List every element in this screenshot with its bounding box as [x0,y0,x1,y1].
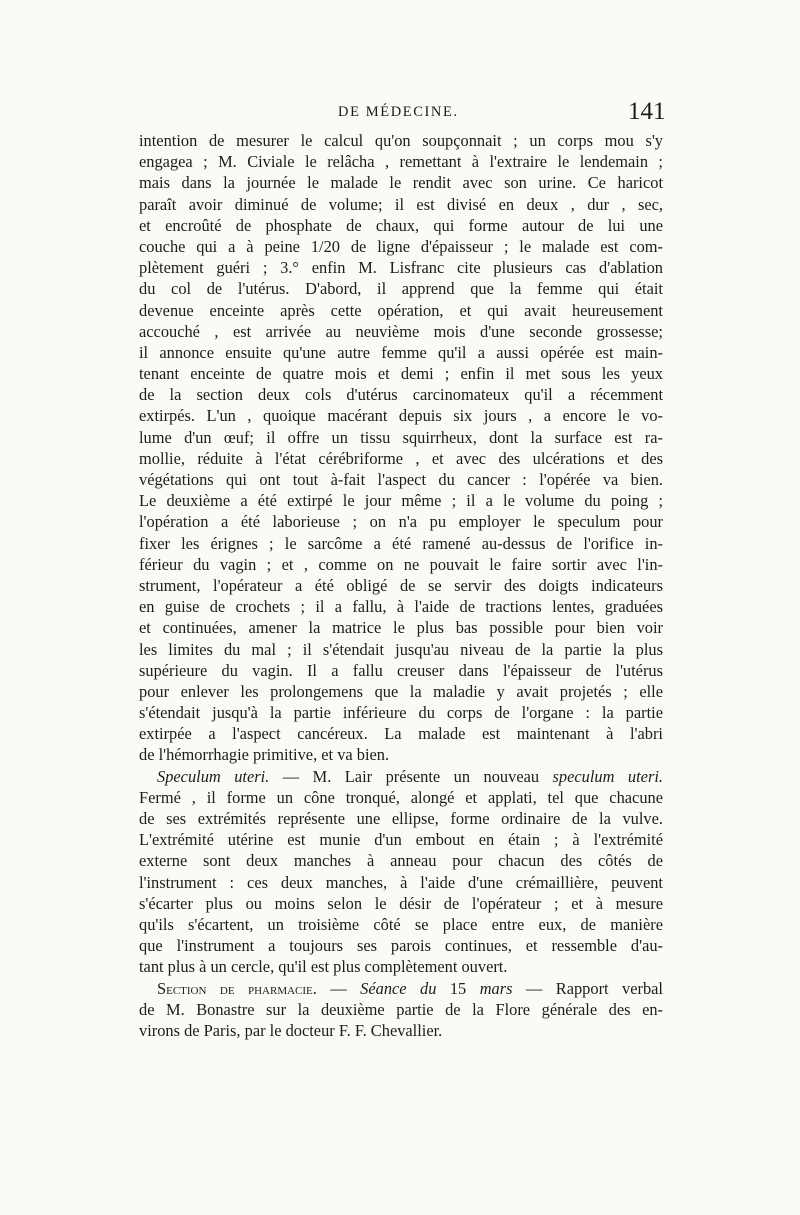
seance-label: Séance du [360,978,437,998]
speculum-intro: — M. Lair présente un nouveau [269,766,553,786]
text-line: et encroûté de phosphate de chaux, qui forme autour de lui une [139,215,663,235]
text-line: mollie, réduite à l'état cérébriforme , et avec des ulcérations et des [139,448,663,468]
text-line: férieur du vagin ; et , comme on ne pouvait le faire sortir avec l'in- [139,554,663,574]
text-line: paraît avoir diminué de volume; il est divisé en deux , dur , sec, [139,194,663,214]
text-line: s'étendait jusqu'à la partie inférieure du corps de l'organe : la partie [139,703,663,723]
paragraph-ablation [139,130,663,766]
text-line: extirpée a l'aspect cancéreux. La malade est maintenant à l'abri [139,724,663,744]
text-line: que l'instrument a toujours ses parois continues, et ressemble d'au- [139,936,663,956]
page-number: 141 [628,98,666,125]
text-line: fixer les érignes ; le sarcôme a été ramené au-dessus de l'orifice in- [139,533,663,553]
text-line: tenant enceinte de quatre mois et demi ; enfin il met sous les yeux [139,364,663,384]
text-line [139,978,663,999]
text-line: extirpés. L'un , quoique macérant depuis six jours , a encore le vo- [139,406,663,426]
text-line: de l'hémorrhagie primitive, et va bien. [139,745,390,765]
text-line: L'extrémité utérine est munie d'un embout en étain ; à l'extrémité [139,830,663,850]
speculum-heading: Speculum uteri. [157,766,270,786]
text-line: accouché , est arrivée au neuvième mois d'une seconde grossesse; [139,321,663,341]
speculum-term: speculum uteri. [552,766,663,786]
text-line: lume d'un œuf; il offre un tissu squirrheux, dont la surface est ra- [139,427,663,447]
text-line: pour enlever les prolongemens que la maladie y avait projetés ; elle [139,681,663,701]
text-line: végétations qui ont tout à-fait l'aspect du cancer : l'opérée va bien. [139,470,663,489]
text-line: de M. Bonastre sur la deuxième partie de la Flore générale des en- [139,999,663,1019]
text-line: mais dans la journée le malade le rendit avec son urine. Ce haricot [139,173,663,193]
text-line: externe sont deux manches à anneau pour chacun des côtés de [139,851,663,871]
section-rest: — Rapport verbal [512,978,663,998]
seance-month: mars [479,978,513,998]
body-text [139,130,663,1041]
text-line: il annonce ensuite qu'une autre femme qu'il a aussi opérée est main- [139,342,663,362]
text-line: l'opération a été laborieuse ; on n'a pu employer le speculum pour [139,512,663,532]
paragraph-pharmacie [139,978,663,1042]
text-line: de ses extrémités représente une ellipse, forme ordinaire de la vulve. [139,809,663,828]
text-line: du col de l'utérus. D'abord, il apprend que la femme qui était [139,279,663,299]
text-line: Fermé , il forme un cône tronqué, alongé et applati, tel que chacune [139,787,663,807]
text-line: en guise de crochets ; il a fallu, à l'aide de tractions lentes, graduées [139,597,663,617]
text-line: strument, l'opérateur a été obligé de se servir des doigts indicateurs [139,575,663,595]
text-line: engagea ; M. Civiale le relâcha , remettant à l'extraire le lendemain ; [139,152,663,172]
section-heading: Section de pharmacie. [157,978,317,998]
text-line: qu'ils s'écartent, un troisième côté se place entre eux, de manière [139,914,663,934]
text-line: s'écarter plus ou moins selon le désir de l'opérateur ; et à mesure [139,893,663,913]
text-line: l'instrument : ces deux manches, à l'aide d'une crémaillière, peuvent [139,872,663,892]
text-line: Le deuxième a été extirpé le jour même ; il a le volume du poing ; [139,491,663,511]
text-line: les limites du mal ; il s'étendait jusqu'au niveau de la partie la plus [139,639,663,659]
seance-day: 15 [436,978,480,998]
page-header [0,98,800,132]
text-line: virons de Paris, par le docteur F. F. Chevallier. [139,1020,443,1040]
text-line: couche qui a à peine 1/20 de ligne d'épaisseur ; le malade est com- [139,236,663,256]
text-line: intention de mesurer le calcul qu'on soupçonnait ; un corps mou s'y [139,131,663,150]
text-line: tant plus à un cercle, qu'il est plus complètement ouvert. [139,957,508,977]
paragraph-speculum [139,766,663,978]
running-head: DE MÉDECINE. [338,104,459,120]
text-line: plètement guéri ; 3.° enfin M. Lisfranc cite plusieurs cas d'ablation [139,258,663,278]
section-dash: — [316,978,361,998]
text-line [139,766,663,787]
text-line: supérieure du vagin. Il a fallu creuser dans l'épaisseur de l'utérus [139,660,663,680]
text-line: de la section deux cols d'utérus carcinomateux qu'il a récemment [139,385,663,405]
text-line: et continuées, amener la matrice le plus bas possible pour bien voir [139,618,663,638]
text-line: devenue enceinte après cette opération, et qui avait heureusement [139,300,663,320]
